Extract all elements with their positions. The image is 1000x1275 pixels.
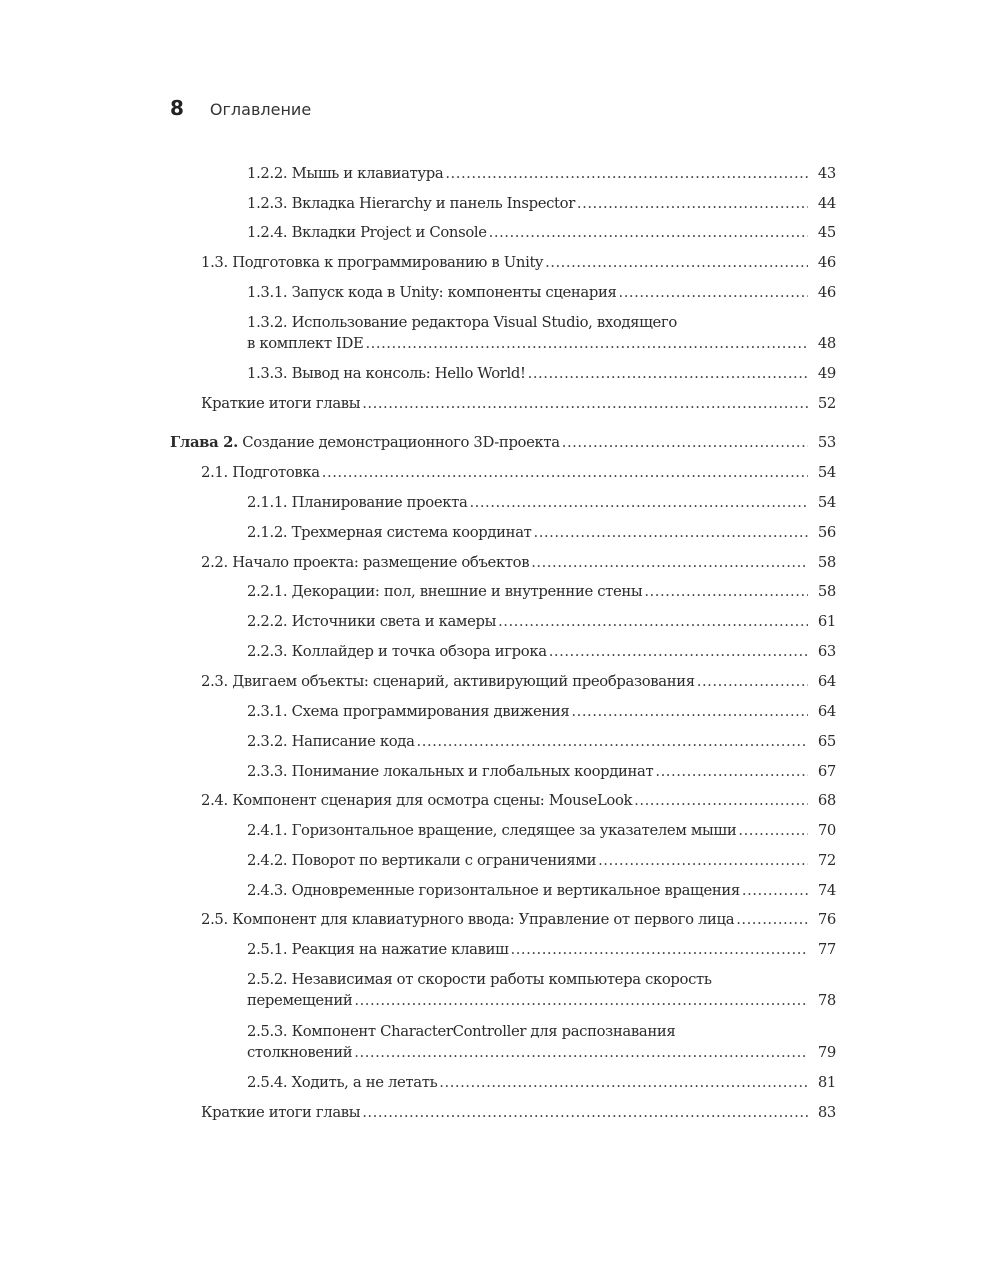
chapter-label: Глава 2. <box>170 434 238 451</box>
toc-entry-title-line1: 2.5.2. Независимая от скорости работы компьютера скорость <box>247 971 712 988</box>
toc-entry-title: в комплект IDE <box>247 335 364 352</box>
toc-entry-title: 2.4.2. Поворот по вертикали с ограничениями <box>247 852 597 869</box>
toc-entry <box>0 581 836 602</box>
toc-entry-title: 1.2.4. Вкладки Project и Console <box>247 224 487 241</box>
toc-entry <box>0 761 836 782</box>
toc-chapter-entry <box>0 432 836 453</box>
leader-dots <box>655 761 808 782</box>
leader-dots <box>445 163 808 184</box>
toc-entry-page: 43 <box>817 165 836 182</box>
toc-entry-title: 2.4.1. Горизонтальное вращение, следящее за указателем мыши <box>247 822 737 839</box>
leader-dots <box>619 282 808 303</box>
leader-dots <box>469 492 808 513</box>
toc-entry-page: 49 <box>817 365 836 382</box>
toc-entry-title: 1.3. Подготовка к программированию в Unity <box>201 254 544 271</box>
toc-entry <box>0 939 836 960</box>
toc-entry <box>0 731 836 752</box>
leader-dots <box>528 363 808 384</box>
toc-entry-page: 74 <box>817 882 836 899</box>
toc-entry <box>0 393 836 414</box>
toc-entry-title: 2.5. Компонент для клавиатурного ввода: Управление от первого лица <box>201 911 735 928</box>
toc-entry-title: 2.2.3. Коллайдер и точка обзора игрока <box>247 643 547 660</box>
toc-entry-page: 64 <box>817 673 836 690</box>
toc-entry-page: 70 <box>817 822 836 839</box>
toc-entry-page: 54 <box>817 494 836 511</box>
toc-entry-page: 61 <box>817 613 836 630</box>
toc-entry <box>0 252 836 273</box>
toc-entry-page: 81 <box>817 1074 836 1091</box>
toc-entry-title: 2.3.3. Понимание локальных и глобальных координат <box>247 763 654 780</box>
toc-entry <box>0 363 836 384</box>
running-head-title: Оглавление <box>209 100 312 119</box>
leader-dots <box>531 552 808 573</box>
toc-entry-page: 79 <box>817 1044 836 1061</box>
toc-entry <box>0 1021 836 1063</box>
leader-dots <box>545 252 808 273</box>
leader-dots <box>498 611 808 632</box>
leader-dots <box>697 671 808 692</box>
toc-entry-title: 2.1. Подготовка <box>201 464 320 481</box>
toc-entry-title: 2.1.1. Планирование проекта <box>247 494 468 511</box>
leader-dots <box>362 393 808 414</box>
toc-entry <box>0 462 836 483</box>
toc-entry <box>0 969 836 1011</box>
toc-entry-page: 58 <box>817 583 836 600</box>
toc-entry-title: 2.4.3. Одновременные горизонтальное и вертикальное вращения <box>247 882 740 899</box>
page-number: 8 <box>170 96 184 120</box>
toc-entry <box>0 850 836 871</box>
toc-entry-title: 1.2.2. Мышь и клавиатура <box>247 165 444 182</box>
leader-dots <box>644 581 808 602</box>
toc-entry-title: столкновений <box>247 1044 353 1061</box>
leader-dots <box>417 731 808 752</box>
leader-dots <box>571 701 808 722</box>
toc-entry-title: 1.3.3. Вывод на консоль: Hello World! <box>247 365 526 382</box>
toc-entry <box>0 222 836 243</box>
toc-entry-page: 72 <box>817 852 836 869</box>
toc-entry-title-line1: 2.5.3. Компонент CharacterController для распознавания <box>247 1023 676 1040</box>
toc-entry-page: 65 <box>817 733 836 750</box>
toc-entry-page: 44 <box>817 195 836 212</box>
leader-dots <box>549 641 808 662</box>
toc-entry-title: 2.4. Компонент сценария для осмотра сцены: MouseLook <box>201 792 633 809</box>
toc-entry-page: 46 <box>817 284 836 301</box>
leader-dots <box>322 462 808 483</box>
toc-entry-title: 2.2.1. Декорации: пол, внешние и внутренние стены <box>247 583 643 600</box>
toc-entry-title: 2.3. Двигаем объекты: сценарий, активирующий преобразования <box>201 673 695 690</box>
toc-entry <box>0 909 836 930</box>
toc-entry-page: 52 <box>817 395 836 412</box>
toc-entry-title: Создание демонстрационного 3D-проекта <box>237 434 560 451</box>
toc-entry <box>0 193 836 214</box>
toc-entry <box>0 641 836 662</box>
toc-entry <box>0 820 836 841</box>
leader-dots <box>738 820 808 841</box>
toc-entry-title: 2.3.2. Написание кода <box>247 733 415 750</box>
toc-entry-title: Краткие итоги главы <box>201 395 361 412</box>
toc-entry <box>0 522 836 543</box>
leader-dots <box>562 432 808 453</box>
toc-entry-title: 1.2.3. Вкладка Hierarchy и панель Inspector <box>247 195 575 212</box>
toc-entry-page: 45 <box>817 224 836 241</box>
toc-entry <box>0 790 836 811</box>
leader-dots <box>634 790 808 811</box>
toc-entry <box>0 552 836 573</box>
toc-entry-title: перемещений <box>247 992 353 1009</box>
leader-dots <box>354 1042 808 1063</box>
toc-entry <box>0 880 836 901</box>
toc-entry-title: Краткие итоги главы <box>201 1104 361 1121</box>
toc-entry-page: 46 <box>817 254 836 271</box>
toc-entry-page: 54 <box>817 464 836 481</box>
toc-entry-page: 53 <box>817 434 836 451</box>
leader-dots <box>362 1102 808 1123</box>
toc-entry <box>0 282 836 303</box>
toc-entry-title: 2.5.4. Ходить, а не летать <box>247 1074 438 1091</box>
toc-entry <box>0 492 836 513</box>
toc-entry <box>0 1072 836 1093</box>
toc-entry <box>0 163 836 184</box>
toc-entry-page: 48 <box>817 335 836 352</box>
leader-dots <box>534 522 808 543</box>
leader-dots <box>354 990 808 1011</box>
toc-entry-title: 2.3.1. Схема программирования движения <box>247 703 570 720</box>
toc-entry-page: 64 <box>817 703 836 720</box>
toc-entry-title: 1.3.1. Запуск кода в Unity: компоненты сценария <box>247 284 617 301</box>
toc-entry-title: 2.5.1. Реакция на нажатие клавиш <box>247 941 509 958</box>
toc-entry <box>0 701 836 722</box>
toc-entry-page: 68 <box>817 792 836 809</box>
leader-dots <box>489 222 808 243</box>
leader-dots <box>598 850 808 871</box>
toc-entry-title: 2.1.2. Трехмерная система координат <box>247 524 532 541</box>
leader-dots <box>736 909 808 930</box>
toc-entry-page: 76 <box>817 911 836 928</box>
leader-dots <box>742 880 808 901</box>
running-head <box>170 96 311 120</box>
toc-entry-title: 2.2.2. Источники света и камеры <box>247 613 497 630</box>
toc-entry-page: 67 <box>817 763 836 780</box>
leader-dots <box>365 333 808 354</box>
toc-entry-page: 63 <box>817 643 836 660</box>
toc-entry <box>0 671 836 692</box>
toc-entry-page: 58 <box>817 554 836 571</box>
leader-dots <box>439 1072 808 1093</box>
toc-entry <box>0 312 836 354</box>
toc-entry <box>0 611 836 632</box>
toc-entry <box>0 1102 836 1123</box>
toc-entry-page: 56 <box>817 524 836 541</box>
toc-entry-title: 2.2. Начало проекта: размещение объектов <box>201 554 530 571</box>
toc-entry-title-line1: 1.3.2. Использование редактора Visual Studio, входящего <box>247 314 677 331</box>
toc-entry-page: 78 <box>817 992 836 1009</box>
leader-dots <box>511 939 809 960</box>
toc-entry-page: 83 <box>817 1104 836 1121</box>
leader-dots <box>577 193 808 214</box>
toc-entry-page: 77 <box>817 941 836 958</box>
